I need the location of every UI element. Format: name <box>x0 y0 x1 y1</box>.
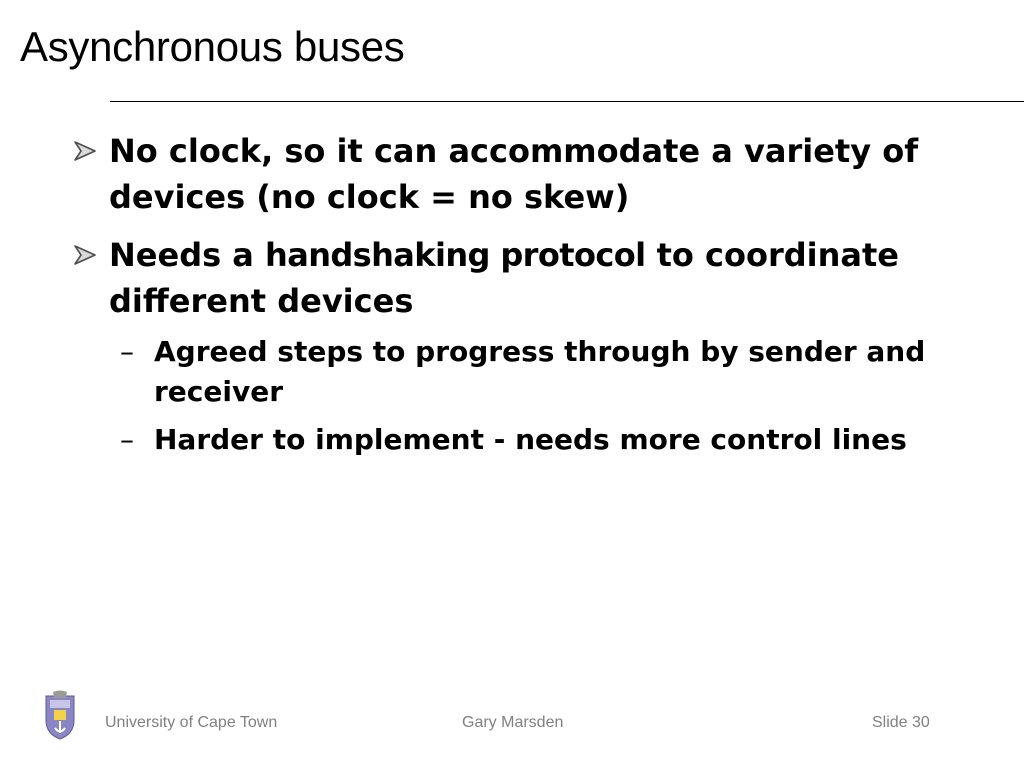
arrowhead-bullet-icon <box>72 140 98 162</box>
university-crest-icon <box>42 690 78 740</box>
slide-title: Asynchronous buses <box>20 23 405 70</box>
title-divider <box>110 101 1024 102</box>
arrowhead-bullet-icon <box>72 244 98 266</box>
sub-bullet-text: Agreed steps to progress through by sender and receiver <box>154 335 926 408</box>
bullet-text-before: Needs a <box>109 236 266 274</box>
bullet-text: No clock, so it can accommodate a variety of devices (no clock = no skew) <box>109 132 919 216</box>
bullet-item <box>72 232 992 460</box>
footer-slide-number: Slide 30 <box>872 714 930 731</box>
dash-marker: – <box>120 335 134 368</box>
sub-bullet-list <box>72 332 992 460</box>
bullet-item <box>72 128 992 220</box>
footer-author: Gary Marsden <box>462 714 564 731</box>
emphasized-term: handshaking protocol <box>265 236 646 274</box>
footer-institution: University of Cape Town <box>105 714 278 731</box>
bullet-text-after: to coordinate different devices <box>109 236 899 320</box>
sub-bullet-item <box>72 420 992 460</box>
dash-marker: – <box>120 423 134 456</box>
sub-bullet-text: Harder to implement - needs more control lines <box>154 423 907 456</box>
sub-bullet-item <box>72 332 992 412</box>
bullet-list <box>72 128 992 472</box>
slide-footer <box>0 700 1024 748</box>
